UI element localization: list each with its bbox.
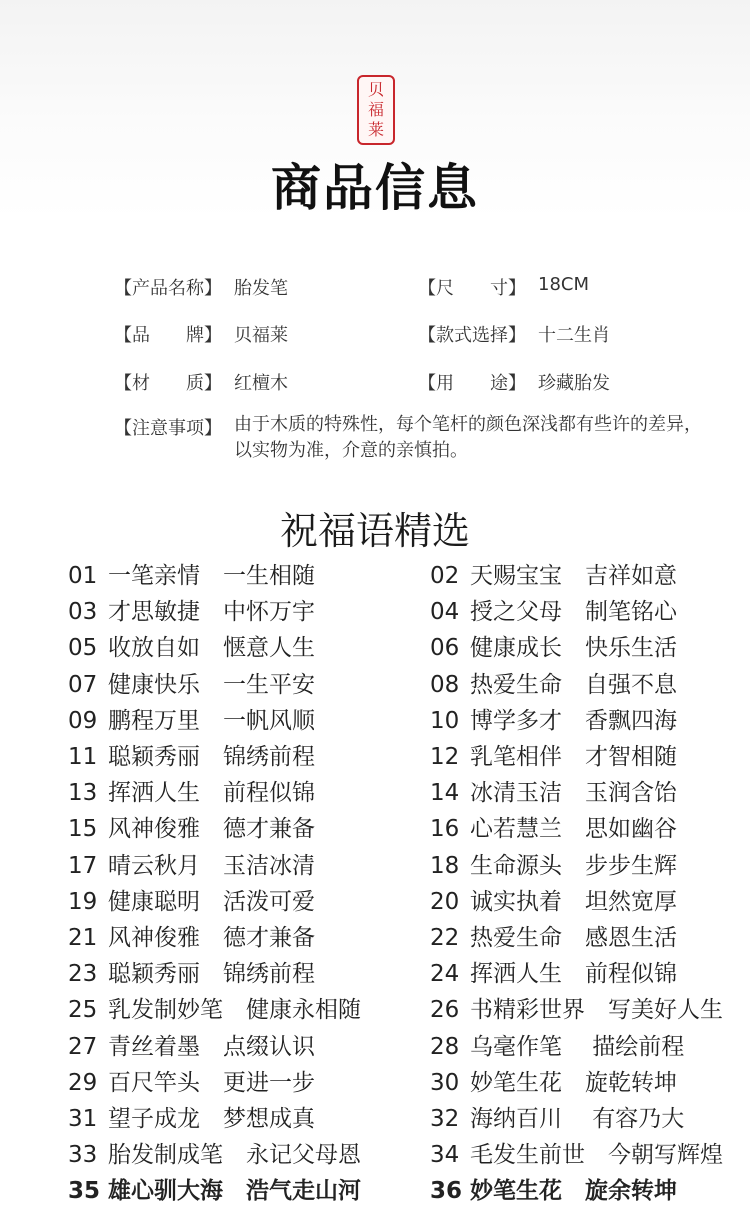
blessing-item	[430, 557, 677, 590]
blessing-number: 12	[430, 744, 460, 770]
blessing-item	[68, 810, 315, 843]
notice-label: 【注意事项】	[114, 418, 222, 439]
blessing-item	[68, 955, 315, 988]
blessing-item	[430, 1100, 684, 1133]
info-label: 【款式选择】	[418, 325, 526, 346]
info-label: 【品 牌】	[114, 325, 222, 346]
blessing-text: 心若慧兰 思如幽谷	[470, 816, 677, 843]
blessing-text: 雄心驯大海 浩气走山河	[108, 1178, 361, 1205]
notice-text: 由于木质的特殊性，每个笔杆的颜色深浅都有些许的差异，以实物为准，介意的亲慎拍。	[234, 414, 702, 461]
blessing-number: 24	[430, 961, 460, 988]
blessing-number: 34	[430, 1142, 460, 1169]
info-value: 18CM	[538, 274, 590, 295]
blessing-item	[68, 666, 315, 699]
blessing-number: 29	[68, 1069, 98, 1096]
blessing-number: 04	[430, 599, 460, 626]
blessing-number: 23	[68, 961, 98, 988]
blessing-text: 望子成龙 梦想成真	[108, 1106, 315, 1132]
blessing-item	[68, 1136, 361, 1169]
blessing-text: 收放自如 惬意人生	[108, 635, 315, 662]
blessing-item	[430, 1028, 684, 1061]
blessing-number: 28	[430, 1033, 460, 1060]
blessing-item	[430, 774, 677, 807]
brand-seal-logo	[357, 75, 395, 145]
blessing-number: 06	[430, 635, 460, 662]
blessing-number: 31	[68, 1106, 98, 1132]
blessing-number: 20	[430, 888, 460, 915]
info-row-notice	[114, 414, 714, 464]
blessing-number: 02	[430, 563, 460, 589]
blessing-text: 风神俊雅 德才兼备	[108, 925, 315, 951]
info-label: 【产品名称】	[114, 278, 222, 299]
blessing-text: 百尺竿头 更进一步	[108, 1069, 315, 1096]
blessing-text: 挥洒人生 前程似锦	[470, 961, 677, 988]
blessing-text: 胎发制成笔 永记父母恩	[108, 1142, 361, 1169]
blessing-text: 乳发制妙笔 健康永相随	[108, 997, 361, 1024]
blessing-item	[68, 1064, 315, 1097]
blessing-item	[430, 666, 677, 699]
blessing-number: 26	[430, 997, 460, 1024]
blessing-text: 海纳百川 有容乃大	[470, 1106, 685, 1132]
blessing-item	[430, 629, 677, 662]
blessing-text: 乌毫作笔 描绘前程	[470, 1033, 685, 1060]
blessing-text: 才思敏捷 中怀万宇	[108, 599, 315, 626]
blessing-item	[430, 810, 677, 843]
blessing-text: 聪颖秀丽 锦绣前程	[108, 744, 315, 770]
blessing-text: 鹏程万里 一帆风顺	[108, 707, 315, 734]
blessing-text: 晴云秋月 玉洁冰清	[108, 852, 315, 879]
blessing-text: 健康快乐 一生平安	[108, 671, 315, 698]
blessing-item	[430, 702, 677, 735]
blessing-item	[430, 738, 677, 771]
blessing-number: 21	[68, 925, 98, 951]
blessing-item	[68, 919, 315, 952]
blessing-number: 30	[430, 1069, 460, 1096]
info-row-material	[114, 369, 288, 395]
blessing-item	[68, 593, 315, 626]
blessing-number: 03	[68, 599, 98, 626]
blessing-text: 毛发生前世 今朝写辉煌	[470, 1142, 723, 1169]
blessing-text: 青丝着墨 点缀认识	[108, 1033, 315, 1060]
seal-char: 贝	[367, 80, 384, 99]
page-title: 商品信息	[271, 158, 479, 217]
blessing-text: 热爱生命 自强不息	[470, 671, 677, 698]
blessing-text: 冰清玉洁 玉润含饴	[470, 780, 677, 807]
blessing-number: 33	[68, 1142, 98, 1169]
blessing-text: 授之父母 制笔铭心	[470, 599, 677, 626]
blessing-item	[68, 702, 315, 735]
info-row-usage	[418, 369, 610, 395]
blessing-item	[68, 1100, 315, 1133]
blessing-number: 22	[430, 925, 460, 951]
blessing-number: 13	[68, 780, 98, 807]
info-row-size	[418, 274, 589, 300]
blessing-text: 书精彩世界 写美好人生	[470, 997, 723, 1024]
blessing-number: 32	[430, 1106, 460, 1132]
info-value: 珍藏胎发	[538, 373, 610, 394]
blessings-title: 祝福语精选	[279, 509, 470, 553]
blessing-item	[430, 1064, 677, 1097]
blessing-item	[430, 955, 677, 988]
blessing-text: 博学多才 香飘四海	[470, 707, 677, 734]
blessing-number: 27	[68, 1033, 98, 1060]
info-value: 贝福莱	[234, 325, 288, 346]
blessing-text: 热爱生命 感恩生活	[470, 925, 677, 951]
blessing-item	[430, 593, 677, 626]
blessing-number: 16	[430, 816, 460, 843]
blessing-number: 19	[68, 888, 98, 915]
blessing-number: 25	[68, 997, 98, 1024]
blessing-number: 11	[68, 744, 98, 770]
blessing-item	[430, 991, 723, 1024]
blessing-text: 聪颖秀丽 锦绣前程	[108, 961, 315, 988]
blessing-item	[430, 919, 677, 952]
blessing-number: 18	[430, 852, 460, 879]
blessing-text: 诚实执着 坦然宽厚	[470, 888, 677, 915]
blessing-number: 35	[68, 1178, 101, 1205]
blessing-text: 乳笔相伴 才智相随	[470, 744, 677, 770]
blessing-number: 05	[68, 635, 98, 662]
info-value: 红檀木	[234, 373, 288, 394]
blessing-number: 09	[68, 707, 98, 734]
blessing-item	[68, 847, 315, 880]
blessing-text: 一笔亲情 一生相随	[108, 563, 315, 589]
blessing-item	[68, 991, 361, 1024]
info-row-brand	[114, 321, 288, 347]
blessing-number: 15	[68, 816, 98, 843]
info-label: 【用 途】	[418, 373, 526, 394]
blessing-item	[68, 1028, 315, 1061]
info-value: 十二生肖	[538, 325, 610, 346]
seal-char: 福	[367, 100, 384, 119]
blessing-text: 风神俊雅 德才兼备	[108, 816, 315, 843]
blessing-number: 17	[68, 852, 98, 879]
blessing-item	[430, 1136, 723, 1169]
info-label: 【尺 寸】	[418, 278, 526, 299]
blessing-item	[68, 883, 315, 916]
blessing-text: 挥洒人生 前程似锦	[108, 780, 315, 807]
blessing-item	[68, 557, 315, 590]
info-row-style	[418, 321, 610, 347]
blessing-item	[68, 629, 315, 662]
blessing-number: 08	[430, 671, 460, 698]
blessing-text: 生命源头 步步生辉	[470, 852, 677, 879]
blessing-text: 妙笔生花 旋余转坤	[470, 1178, 677, 1205]
info-value: 胎发笔	[234, 278, 288, 299]
info-label: 【材 质】	[114, 373, 222, 394]
blessing-number: 07	[68, 671, 98, 698]
blessing-text: 健康聪明 活泼可爱	[108, 888, 315, 915]
blessing-item	[430, 883, 677, 916]
blessing-number: 01	[68, 563, 98, 589]
blessing-number: 36	[430, 1178, 463, 1205]
blessing-item	[430, 1172, 677, 1205]
info-row-product-name	[114, 274, 288, 300]
blessing-number: 14	[430, 780, 460, 807]
blessing-item	[430, 847, 677, 880]
blessing-item	[68, 1172, 361, 1205]
seal-char: 莱	[367, 120, 384, 139]
blessing-number: 10	[430, 707, 460, 734]
blessing-text: 妙笔生花 旋乾转坤	[470, 1069, 677, 1096]
blessing-text: 天赐宝宝 吉祥如意	[470, 563, 677, 589]
blessing-text: 健康成长 快乐生活	[470, 635, 677, 662]
blessing-item	[68, 774, 315, 807]
blessing-item	[68, 738, 315, 771]
